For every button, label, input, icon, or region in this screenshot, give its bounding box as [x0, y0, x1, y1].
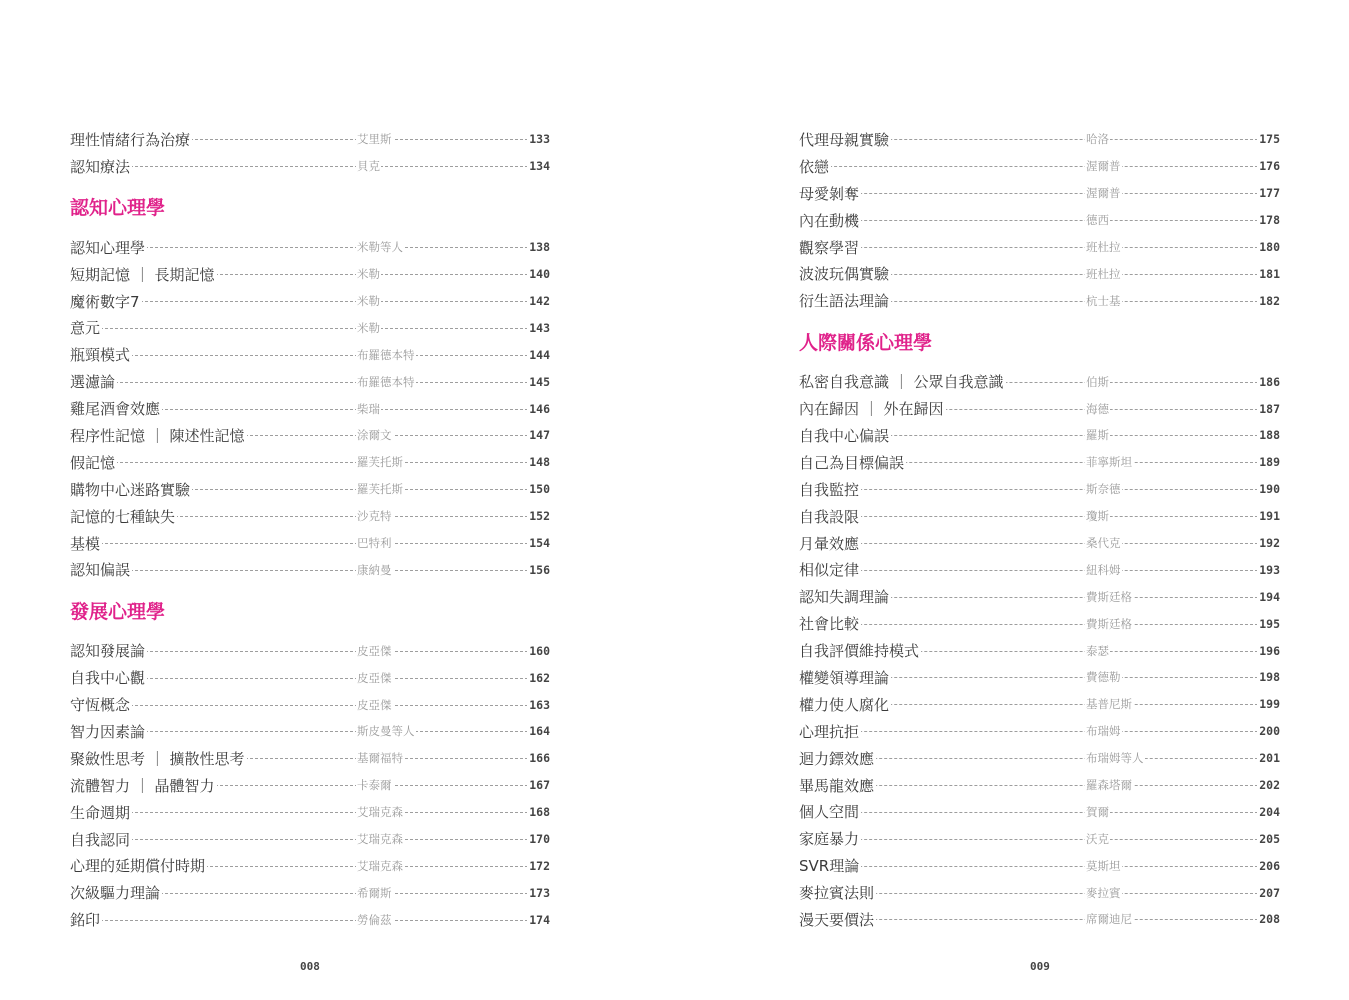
entry-page-number: 187: [1259, 401, 1280, 416]
entry-page-number: 202: [1259, 778, 1280, 793]
toc-entry[interactable]: [70, 799, 550, 826]
dot-leader: [799, 247, 1258, 248]
toc-entry[interactable]: [70, 288, 550, 315]
dot-leader: [70, 705, 528, 706]
entry-author: 皮亞傑: [357, 643, 392, 658]
entry-author: 皮亞傑: [357, 697, 392, 712]
entry-author: 勞倫茲: [357, 912, 392, 927]
entry-author: 康納曼: [357, 562, 392, 577]
entry-title: 相似定律: [799, 561, 860, 580]
entry-page-number: 144: [529, 347, 550, 362]
entry-page-number: 196: [1259, 643, 1280, 658]
entry-page-number: 201: [1259, 751, 1280, 766]
dot-leader: [799, 812, 1258, 813]
page-number: 009: [1030, 960, 1050, 973]
entry-author: 費斯廷格: [1086, 616, 1132, 631]
entry-page-number: 152: [529, 509, 550, 524]
entry-page-number: 200: [1259, 724, 1280, 739]
entry-title: 認知心理學: [70, 238, 146, 257]
entry-author: 布瑞姆等人: [1086, 751, 1144, 766]
entry-author: 羅芙托斯: [357, 455, 403, 470]
dot-leader: [799, 220, 1258, 221]
toc-entry[interactable]: [70, 906, 550, 933]
dot-leader: [799, 193, 1258, 194]
entry-page-number: 189: [1259, 455, 1280, 470]
entry-page-number: 167: [529, 778, 550, 793]
entry-title: 自我監控: [799, 480, 860, 499]
toc-entry[interactable]: [799, 260, 1280, 287]
toc-entry[interactable]: [799, 556, 1280, 583]
entry-page-number: 146: [529, 401, 550, 416]
entry-title: 代理母親實驗: [799, 130, 890, 149]
entry-author: 米勒等人: [357, 240, 403, 255]
entry-author: 沙克特: [357, 509, 392, 524]
entry-page-number: 181: [1259, 266, 1280, 281]
entry-author: 斯皮曼等人: [357, 724, 415, 739]
entry-page-number: 172: [529, 858, 550, 873]
entry-page-number: 178: [1259, 213, 1280, 228]
entry-title: 內在歸因 ｜ 外在歸因: [799, 400, 944, 419]
entry-title: 自我設限: [799, 507, 860, 526]
toc-entry[interactable]: [799, 126, 1280, 153]
entry-author: 瓊斯: [1086, 509, 1109, 524]
entry-title: 內在動機: [799, 211, 860, 230]
dot-leader: [799, 624, 1258, 625]
entry-author: 菲寧斯坦: [1086, 455, 1132, 470]
dot-leader: [70, 166, 528, 167]
dot-leader: [70, 839, 528, 840]
entry-author: 皮亞傑: [357, 670, 392, 685]
entry-title: 智力因素論: [70, 722, 146, 741]
toc-entry[interactable]: [70, 395, 550, 422]
entry-page-number: 154: [529, 536, 550, 551]
entry-author: 伯斯: [1086, 374, 1109, 389]
entry-author: 海德: [1086, 401, 1109, 416]
toc-entry[interactable]: [799, 476, 1280, 503]
toc-list-right: [799, 126, 1280, 933]
entry-title: 觀察學習: [799, 238, 860, 257]
entry-title: 心理抗拒: [799, 722, 860, 741]
section-heading: 發展心理學: [70, 600, 166, 623]
entry-author: 杭士基: [1086, 293, 1121, 308]
entry-page-number: 148: [529, 455, 550, 470]
toc-entry[interactable]: [799, 718, 1280, 745]
entry-author: 羅斯: [1086, 428, 1109, 443]
entry-author: 紐科姆: [1086, 562, 1121, 577]
toc-entry[interactable]: [70, 449, 550, 476]
entry-author: 貝克: [357, 159, 380, 174]
dot-leader: [799, 516, 1258, 517]
entry-author: 柴瑞: [357, 401, 380, 416]
entry-page-number: 206: [1259, 858, 1280, 873]
entry-title: 心理的延期償付時期: [70, 857, 206, 876]
toc-entry[interactable]: [70, 879, 550, 906]
entry-page-number: 180: [1259, 240, 1280, 254]
toc-entry[interactable]: [70, 368, 550, 395]
toc-entry[interactable]: [70, 718, 550, 745]
entry-page-number: 177: [1259, 186, 1280, 201]
entry-page-number: 134: [529, 159, 550, 174]
entry-title: 短期記憶 ｜ 長期記憶: [70, 265, 215, 284]
toc-entry[interactable]: [70, 637, 550, 664]
entry-title: 假記憶: [70, 453, 116, 472]
entry-page-number: 176: [1259, 159, 1280, 174]
entry-title: SVR理論: [799, 857, 860, 876]
toc-entry[interactable]: [799, 879, 1280, 906]
entry-author: 米勒: [357, 267, 380, 282]
entry-title: 魔術數字7: [70, 292, 140, 311]
entry-page-number: 173: [529, 885, 550, 900]
entry-title: 漫天要價法: [799, 910, 875, 929]
toc-entry[interactable]: [70, 503, 550, 530]
toc-entry[interactable]: [799, 234, 1280, 261]
toc-entry[interactable]: [799, 664, 1280, 691]
entry-page-number: 168: [529, 805, 550, 820]
entry-page-number: 182: [1259, 293, 1280, 308]
toc-entry[interactable]: [70, 772, 550, 799]
entry-author: 基普尼斯: [1086, 697, 1132, 712]
toc-entry[interactable]: [799, 180, 1280, 207]
toc-entry[interactable]: [799, 422, 1280, 449]
entry-author: 費德勒: [1086, 670, 1121, 685]
entry-title: 基模: [70, 534, 101, 553]
entry-author: 布羅德本特: [357, 347, 415, 362]
toc-page-right: [674, 0, 1349, 1000]
dot-leader: [70, 462, 528, 463]
toc-entry[interactable]: [70, 852, 550, 879]
toc-entry[interactable]: [799, 153, 1280, 180]
entry-page-number: 143: [529, 320, 550, 335]
entry-page-number: 156: [529, 562, 550, 577]
entry-title: 母愛剝奪: [799, 184, 860, 203]
entry-author: 桑代克: [1086, 536, 1121, 551]
dot-leader: [799, 839, 1258, 840]
toc-entry[interactable]: [799, 395, 1280, 422]
toc-entry[interactable]: [70, 314, 550, 341]
entry-title: 月暈效應: [799, 534, 860, 553]
toc-entry[interactable]: [70, 745, 550, 772]
toc-entry[interactable]: [799, 825, 1280, 852]
entry-author: 席爾迪尼: [1086, 912, 1132, 927]
entry-page-number: 191: [1259, 509, 1280, 524]
entry-title: 程序性記憶 ｜ 陳述性記憶: [70, 426, 245, 445]
dot-leader: [70, 812, 528, 813]
toc-page-left: [0, 0, 674, 1000]
dot-leader: [799, 489, 1258, 490]
entry-page-number: 198: [1259, 670, 1280, 685]
section-heading: 認知心理學: [70, 197, 166, 220]
entry-author: 艾里斯: [357, 132, 392, 147]
toc-entry[interactable]: [70, 341, 550, 368]
toc-entry[interactable]: [70, 826, 550, 853]
entry-title: 私密自我意識 ｜ 公眾自我意識: [799, 373, 1004, 392]
entry-author: 德西: [1086, 213, 1109, 228]
toc-entry[interactable]: [799, 368, 1280, 395]
entry-title: 銘印: [70, 911, 101, 930]
entry-page-number: 208: [1259, 912, 1280, 927]
entry-title: 意元: [70, 319, 101, 338]
entry-title: 權力使人腐化: [799, 695, 890, 714]
entry-title: 波波玩偶實驗: [799, 265, 890, 284]
dot-leader: [799, 166, 1258, 167]
entry-author: 羅芙托斯: [357, 482, 403, 497]
entry-page-number: 162: [529, 670, 550, 685]
entry-page-number: 147: [529, 428, 550, 443]
entry-author: 布羅德本特: [357, 374, 415, 389]
entry-author: 涂爾文: [357, 428, 392, 443]
dot-leader: [70, 570, 528, 571]
entry-page-number: 204: [1259, 804, 1280, 819]
entry-title: 依戀: [799, 157, 830, 176]
entry-title: 個人空間: [799, 803, 860, 822]
entry-title: 雞尾酒會效應: [70, 400, 161, 419]
entry-author: 希爾斯: [357, 885, 392, 900]
entry-page-number: 164: [529, 724, 550, 739]
toc-entry[interactable]: [799, 610, 1280, 637]
entry-author: 班杜拉: [1086, 266, 1121, 281]
entry-author: 艾瑞克森: [357, 858, 403, 873]
toc-entry[interactable]: [70, 126, 550, 153]
dot-leader: [799, 570, 1258, 571]
toc-entry[interactable]: [799, 530, 1280, 557]
entry-title: 流體智力 ｜ 晶體智力: [70, 776, 215, 795]
entry-title: 自我評價維持模式: [799, 642, 920, 661]
toc-entry[interactable]: [799, 691, 1280, 718]
entry-title: 記憶的七種缺失: [70, 507, 176, 526]
entry-author: 卡泰爾: [357, 778, 392, 793]
entry-title: 衍生語法理論: [799, 292, 890, 311]
entry-page-number: 188: [1259, 428, 1280, 443]
entry-page-number: 170: [529, 832, 550, 847]
entry-author: 哈洛: [1086, 132, 1109, 147]
entry-page-number: 207: [1259, 885, 1280, 900]
entry-page-number: 205: [1259, 831, 1280, 846]
entry-page-number: 160: [529, 643, 550, 658]
section-heading: 人際關係心理學: [799, 331, 933, 354]
entry-author: 羅森塔爾: [1086, 778, 1132, 793]
entry-page-number: 163: [529, 697, 550, 712]
toc-entry[interactable]: [799, 287, 1280, 314]
dot-leader: [70, 382, 528, 383]
entry-author: 巴特利: [357, 536, 392, 551]
entry-title: 畢馬龍效應: [799, 776, 875, 795]
page-number: 008: [300, 960, 320, 973]
dot-leader: [799, 866, 1258, 867]
toc-entry[interactable]: [70, 261, 550, 288]
entry-title: 自我中心觀: [70, 669, 146, 688]
toc-entry[interactable]: [799, 772, 1280, 799]
entry-title: 理性情緒行為治療: [70, 130, 191, 149]
entry-title: 自己為目標偏誤: [799, 453, 905, 472]
entry-author: 班杜拉: [1086, 240, 1121, 254]
entry-page-number: 190: [1259, 482, 1280, 497]
toc-list-left: [70, 126, 550, 933]
entry-author: 費斯廷格: [1086, 589, 1132, 604]
dot-leader: [70, 920, 528, 921]
entry-author: 賀爾: [1086, 804, 1109, 819]
entry-page-number: 186: [1259, 374, 1280, 389]
toc-entry[interactable]: [70, 556, 550, 583]
entry-title: 選濾論: [70, 373, 116, 392]
entry-page-number: 142: [529, 294, 550, 308]
entry-page-number: 195: [1259, 616, 1280, 631]
entry-author: 米勒: [357, 320, 380, 335]
dot-leader: [799, 543, 1258, 544]
toc-entry[interactable]: [70, 664, 550, 691]
toc-entry[interactable]: [799, 745, 1280, 772]
dot-leader: [70, 543, 528, 544]
entry-title: 自我中心偏誤: [799, 426, 890, 445]
entry-title: 聚斂性思考 ｜ 擴散性思考: [70, 749, 245, 768]
entry-title: 認知失調理論: [799, 588, 890, 607]
entry-title: 認知偏誤: [70, 561, 131, 580]
entry-author: 渥爾普: [1086, 159, 1121, 174]
dot-leader: [70, 355, 528, 356]
entry-title: 瓶頸模式: [70, 346, 131, 365]
toc-entry[interactable]: [799, 637, 1280, 664]
entry-page-number: 199: [1259, 697, 1280, 712]
entry-author: 泰瑟: [1086, 643, 1109, 658]
toc-entry[interactable]: [799, 852, 1280, 879]
entry-page-number: 138: [529, 240, 550, 255]
toc-entry[interactable]: [70, 530, 550, 557]
entry-title: 權變領導理論: [799, 668, 890, 687]
entry-author: 艾瑞克森: [357, 805, 403, 820]
toc-entry[interactable]: [70, 691, 550, 718]
dot-leader: [70, 328, 528, 329]
entry-author: 渥爾普: [1086, 186, 1121, 201]
entry-author: 莫斯坦: [1086, 858, 1121, 873]
entry-page-number: 145: [529, 374, 550, 389]
entry-page-number: 166: [529, 751, 550, 766]
entry-title: 自我認同: [70, 830, 131, 849]
entry-author: 麥拉賓: [1086, 885, 1121, 900]
entry-page-number: 133: [529, 132, 550, 147]
entry-author: 基爾福特: [357, 751, 403, 766]
entry-page-number: 150: [529, 482, 550, 497]
toc-entry[interactable]: [70, 153, 550, 180]
entry-title: 購物中心迷路實驗: [70, 480, 191, 499]
entry-author: 米勒: [357, 294, 380, 308]
toc-entry[interactable]: [70, 476, 550, 503]
entry-title: 社會比較: [799, 615, 860, 634]
entry-page-number: 193: [1259, 562, 1280, 577]
toc-entry[interactable]: [799, 207, 1280, 234]
entry-page-number: 140: [529, 267, 550, 282]
toc-entry[interactable]: [799, 583, 1280, 610]
entry-page-number: 175: [1259, 132, 1280, 147]
entry-page-number: 192: [1259, 536, 1280, 551]
entry-author: 斯奈德: [1086, 482, 1121, 497]
toc-entry[interactable]: [799, 449, 1280, 476]
toc-entry[interactable]: [799, 503, 1280, 530]
entry-page-number: 194: [1259, 589, 1280, 604]
entry-title: 家庭暴力: [799, 830, 860, 849]
toc-entry[interactable]: [799, 906, 1280, 933]
entry-author: 沃克: [1086, 831, 1109, 846]
entry-title: 迴力鏢效應: [799, 749, 875, 768]
entry-title: 認知療法: [70, 157, 131, 176]
entry-author: 艾瑞克森: [357, 832, 403, 847]
dot-leader: [799, 731, 1258, 732]
toc-entry[interactable]: [70, 234, 550, 261]
entry-title: 麥拉賓法則: [799, 884, 875, 903]
entry-title: 次級驅力理論: [70, 884, 161, 903]
entry-title: 生命週期: [70, 803, 131, 822]
toc-entry[interactable]: [799, 798, 1280, 825]
entry-author: 布瑞姆: [1086, 724, 1121, 739]
toc-entry[interactable]: [70, 422, 550, 449]
entry-title: 認知發展論: [70, 642, 146, 661]
entry-page-number: 174: [529, 912, 550, 927]
entry-title: 守恆概念: [70, 696, 131, 715]
